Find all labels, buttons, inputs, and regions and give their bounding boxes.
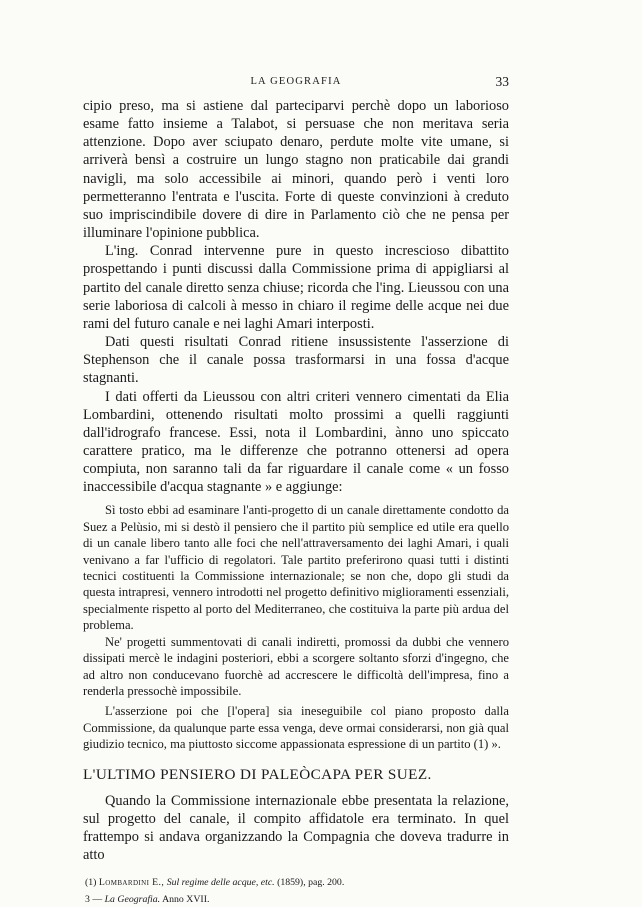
section-heading: L'ULTIMO PENSIERO DI PALEÒCAPA PER SUEZ. <box>83 765 432 783</box>
footnote-title: Sul regime delle acque, etc. <box>166 877 275 889</box>
paragraph-conrad: L'ing. Conrad intervenne pure in questo increscioso dibattito prospettando i punti discussi dalla Commissione prima di appigliarsi al partito del canale diretto senza chiuse; ricorda che l'ing. Lieussou con una serie laboriosa di calcoli à messo in chiaro il regime delle acque nei due rami del futuro canale e nei laghi Amari interposti. <box>83 243 509 332</box>
paragraph-lombardini: I dati offerti da Lieussou con altri criteri vennero cimentati da Elia Lombardini, ottenendo risultati molto prossimi a quelli raggiunti dall'idrografo francese. Essi, nota il Lombardini, ànno uno spiccato carattere pratico, ma le differenze che potranno ottenersi ad opera compiuta, non saranno tali da far riguardare il canale come « un fosso inaccessibile d'acqua stagnante » e aggiunge: <box>83 388 509 496</box>
footnote-marker: (1) <box>85 877 97 889</box>
quote-paragraph-3: L'asserzione poi che [l'opera] sia ineseguibile col piano proposto dalla Commissione, da qualunque parte essa venga, deve ormai considerarsi, non già qual giudizio tecnico, ma piuttosto siccome appassionata espressione di un partito (1) ». <box>83 704 509 752</box>
signature-journal: La Geografia. <box>104 894 161 906</box>
quote-paragraph-1: Sì tosto ebbi ad esaminare l'anti-progetto di un canale direttamente condotto da Suez a Pelùsio, mi si destò il pensiero che il partito più semplice ed utile era quello di un canale libero tanto alle foci che nell'attraversamento dei laghi Amari, i quali venivano a far l'ufficio di regolatori. Tale partito preferirono quasi tutti i distinti tecnici costituenti la Commissione internazionale; se non che, dopo gli studi da questa intrapresi, vennero introdotti nel progetto definitivo miglioramenti essenziali, specialmente rispetto al porto del Mediterraneo, che costituiva la parte più ardua del problema. <box>83 503 509 633</box>
signature-volume: Anno XVII. <box>162 894 210 906</box>
section-paragraph: Quando la Commissione internazionale ebbe presentata la relazione, sul progetto del canale, il compito affidatole era terminato. In quel frattempo si andava organizzando la Compagnia che doveva tradurre in atto <box>83 792 509 863</box>
signature-number: 3 — <box>85 894 103 906</box>
running-header <box>83 76 509 92</box>
page-number: 33 <box>495 74 509 89</box>
footnote-author: Lombardini E., <box>98 877 165 889</box>
quote-paragraph-2: Ne' progetti summentovati di canali indiretti, promossi da dubbi che vennero dissipati mercè le indagini posteriori, ebbi a scorgere soltanto sforzi d'ingegno, che ad altro non conducevano fuorchè ad accrescere le difficoltà dell'impresa, fino a renderla pressochè impossibile. <box>83 634 509 698</box>
footnote-gap <box>83 864 509 876</box>
page-body <box>83 97 509 907</box>
footnote <box>85 876 509 890</box>
footnote-details: (1859), pag. 200. <box>277 877 345 889</box>
signature-mark <box>85 893 509 907</box>
running-title: LA GEOGRAFIA <box>250 76 342 87</box>
paragraph-stephenson: Dati questi risultati Conrad ritiene insussistente l'asserzione di Stephenson che il canale possa trasformarsi in una fossa d'acque stagnanti. <box>83 334 509 387</box>
paragraph-continuation: cipio preso, ma si astiene dal parteciparvi perchè dopo un laborioso esame fatto insieme a Talabot, si persuase che non meritava seria attenzione. Dopo aver sciupato denaro, perdute molte vite umane, si arriverà bensì a costruire un lungo stagno non praticabile dai grandi navigli, ma solo accessibile ai minori, quando però i venti loro permetteranno l'entrata e l'uscita. Forte di queste convinzioni à creduto suo impriscindibile dovere di dire in Parlamento ciò che ne pensa per illuminare l'opinione pubblica. <box>83 98 509 242</box>
